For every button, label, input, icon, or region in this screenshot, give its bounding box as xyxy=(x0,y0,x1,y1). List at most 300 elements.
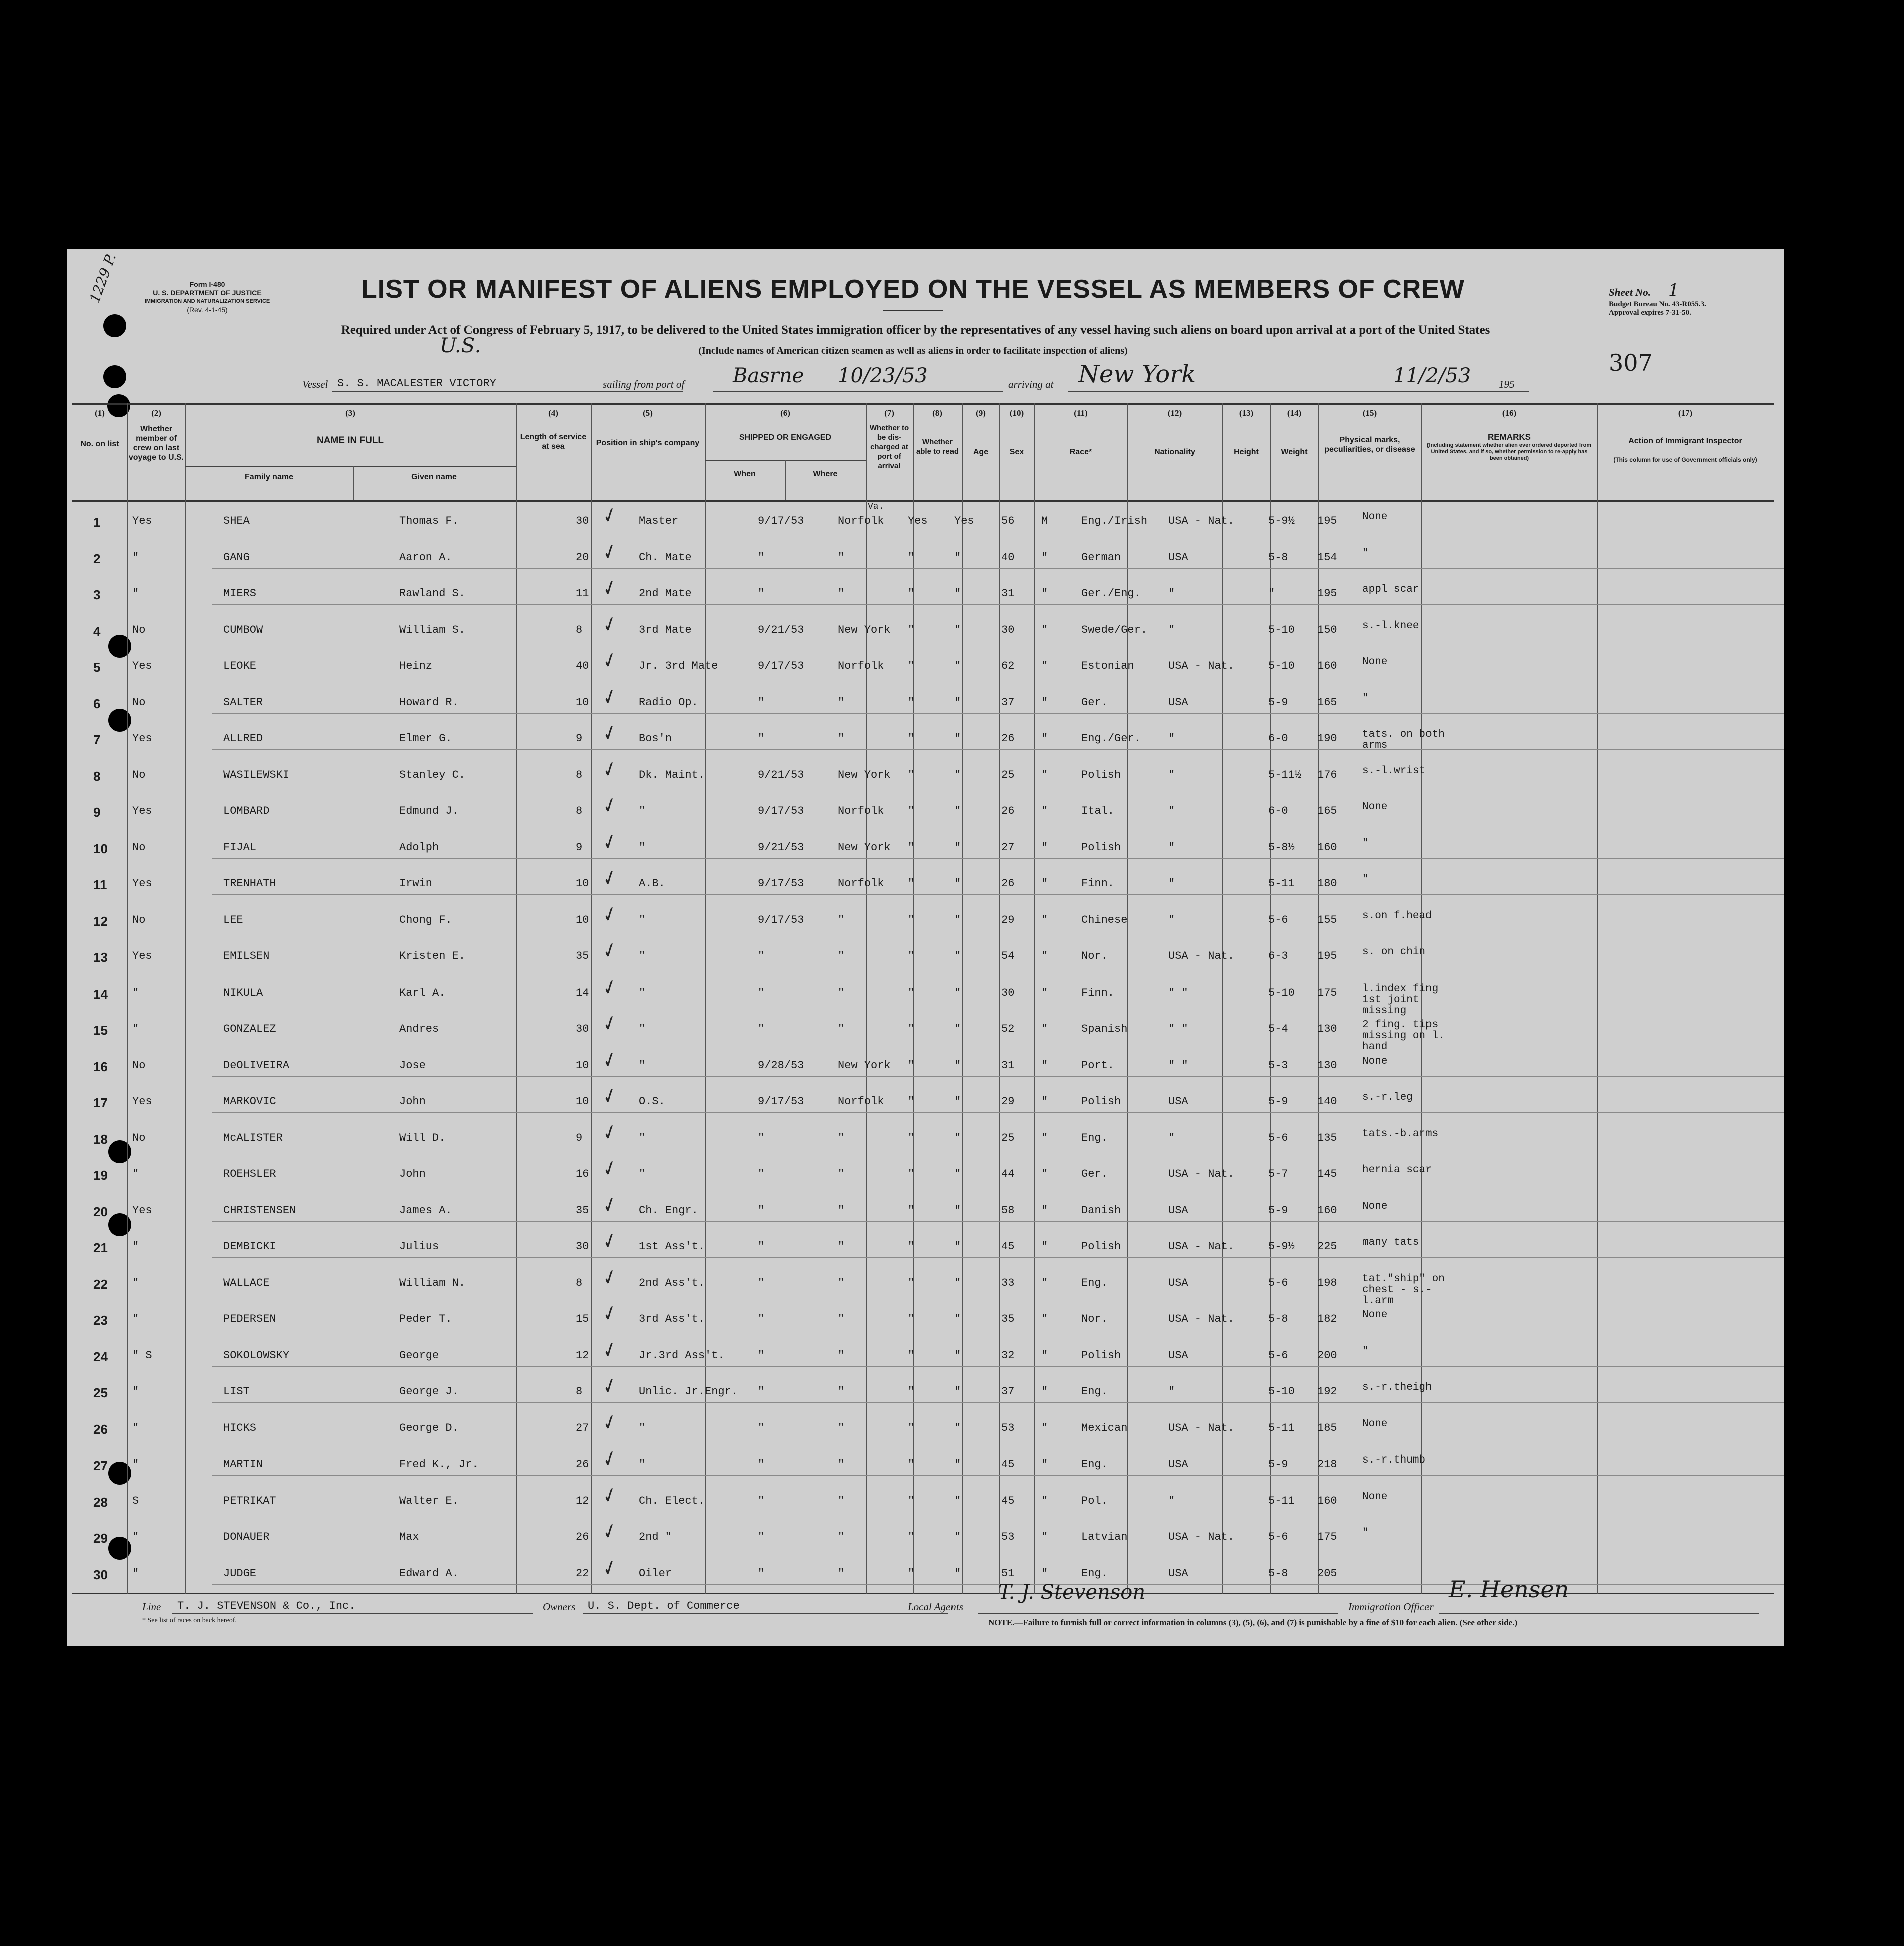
col-13-no: (13) xyxy=(1239,408,1254,418)
age: 29 xyxy=(1001,1095,1015,1108)
col-3-header: NAME IN FULL xyxy=(316,435,384,446)
crew-last-voyage: No xyxy=(132,1059,146,1072)
service-years: 8 xyxy=(576,1385,583,1398)
sex: " xyxy=(1041,987,1048,999)
col-17-sub: (This column for use of Government officials only) xyxy=(1613,456,1757,463)
row-rule xyxy=(212,1366,1784,1367)
check-mark-icon: ✓ xyxy=(600,1191,620,1220)
page-subtitle-note: (Include names of American citizen seamen as well as aliens in order to facilitate inspection of aliens) xyxy=(698,345,1128,356)
check-mark-icon: ✓ xyxy=(600,574,620,603)
race: Eng. xyxy=(1081,1458,1108,1471)
race: German xyxy=(1081,551,1121,564)
row-number: 28 xyxy=(93,1495,108,1510)
weight: 150 xyxy=(1317,624,1337,636)
read-flag: " xyxy=(954,987,961,999)
check-mark-icon: ✓ xyxy=(600,538,620,567)
row-number: 14 xyxy=(93,987,108,1002)
read-flag: " xyxy=(954,696,961,709)
physical-marks: " xyxy=(1362,1527,1369,1539)
discharge-flag: " xyxy=(908,1277,915,1289)
weight: 165 xyxy=(1317,696,1337,709)
family-name: LEOKE xyxy=(223,660,257,672)
agents-rule xyxy=(978,1613,1338,1614)
check-mark-icon: ✓ xyxy=(600,1517,620,1546)
physical-marks: " xyxy=(1362,1346,1369,1357)
sailing-label: sailing from port of xyxy=(603,378,685,390)
ship-position: Ch. Engr. xyxy=(639,1204,698,1217)
col-14-header: Weight xyxy=(1281,448,1308,456)
crew-last-voyage: " xyxy=(132,1567,139,1580)
service-years: 10 xyxy=(576,914,589,926)
family-name: DONAUER xyxy=(223,1531,270,1543)
sex: " xyxy=(1041,624,1048,636)
shipped-where: " xyxy=(838,1495,845,1507)
weight: 182 xyxy=(1317,1313,1337,1325)
col-2-header: Whether member of crew on last voyage to U.S. xyxy=(128,425,184,462)
sex: " xyxy=(1041,1385,1048,1398)
physical-marks: None xyxy=(1362,656,1388,668)
nationality: " xyxy=(1168,1495,1175,1507)
sailing-rule xyxy=(713,391,1003,392)
nationality: USA xyxy=(1168,1349,1188,1362)
row-number: 3 xyxy=(93,587,101,602)
column-rule xyxy=(999,403,1000,1594)
nationality: " xyxy=(1168,805,1175,817)
ship-position: Master xyxy=(639,515,679,527)
given-name: Jose xyxy=(399,1059,426,1072)
family-name: TRENHATH xyxy=(223,877,276,890)
physical-marks: None xyxy=(1362,1056,1388,1067)
age: 30 xyxy=(1001,987,1015,999)
page-subtitle: Required under Act of Congress of February 5, 1917, to be delivered to the United States immigration officer by the representatives of any vessel having such aliens on board upon arrival at a port of the United States xyxy=(341,323,1490,337)
physical-marks: l.index fing 1st joint missing xyxy=(1362,983,1439,1017)
row-rule xyxy=(212,1402,1784,1403)
family-name: MIERS xyxy=(223,587,257,600)
weight: 218 xyxy=(1317,1458,1337,1471)
shipped-when: " xyxy=(758,1567,765,1580)
shipped-when: " xyxy=(758,587,765,600)
col-16-header: REMARKS xyxy=(1488,432,1531,442)
crew-last-voyage: No xyxy=(132,624,146,636)
line-rule xyxy=(172,1613,533,1614)
crew-last-voyage: No xyxy=(132,696,146,709)
sex: " xyxy=(1041,1313,1048,1325)
crew-last-voyage: " xyxy=(132,1277,139,1289)
row-number: 7 xyxy=(93,732,101,747)
margin-note: 1229 P. xyxy=(86,251,119,305)
age: 31 xyxy=(1001,1059,1015,1072)
family-name: NIKULA xyxy=(223,987,263,999)
check-mark-icon: ✓ xyxy=(600,791,620,820)
check-mark-icon: ✓ xyxy=(600,900,620,929)
nationality: USA xyxy=(1168,1567,1188,1580)
officer-signature: E. Hensen xyxy=(1449,1576,1569,1603)
weight: 130 xyxy=(1317,1059,1337,1072)
owners-label: Owners xyxy=(543,1601,576,1613)
row-number: 24 xyxy=(93,1349,108,1364)
check-mark-icon: ✓ xyxy=(600,1408,620,1437)
race: Finn. xyxy=(1081,877,1115,890)
read-flag: " xyxy=(954,1458,961,1471)
col-11-no: (11) xyxy=(1074,408,1088,418)
ship-position: 1st Ass't. xyxy=(639,1240,705,1253)
service-years: 10 xyxy=(576,696,589,709)
given-name: George D. xyxy=(399,1422,459,1434)
nationality: " xyxy=(1168,624,1175,636)
nationality: " xyxy=(1168,732,1175,745)
age: 62 xyxy=(1001,660,1015,672)
height: 5-8½ xyxy=(1268,841,1295,854)
read-flag: " xyxy=(954,1095,961,1108)
discharge-flag: " xyxy=(908,1132,915,1144)
check-mark-icon: ✓ xyxy=(600,719,620,748)
height: 5-11 xyxy=(1268,877,1295,890)
vessel-label: Vessel xyxy=(302,378,328,390)
column-rule xyxy=(705,403,706,1594)
col-15-no: (15) xyxy=(1362,408,1377,418)
service-years: 20 xyxy=(576,551,589,564)
discharge-flag: " xyxy=(908,1168,915,1180)
check-mark-icon: ✓ xyxy=(600,1554,620,1583)
physical-marks: " xyxy=(1362,548,1369,559)
ship-position: Ch. Elect. xyxy=(639,1495,705,1507)
family-name: ROEHSLER xyxy=(223,1168,276,1180)
family-name: LEE xyxy=(223,914,243,926)
read-flag: " xyxy=(954,660,961,672)
race: Mexican xyxy=(1081,1422,1128,1434)
given-name: Thomas F. xyxy=(399,515,459,527)
officer-rule xyxy=(1439,1613,1759,1614)
nationality: " xyxy=(1168,841,1175,854)
read-flag: " xyxy=(954,551,961,564)
service-years: 16 xyxy=(576,1168,589,1180)
height: 6-3 xyxy=(1268,950,1288,962)
weight: 155 xyxy=(1317,914,1337,926)
ship-position: 2nd Ass't. xyxy=(639,1277,705,1289)
shipped-when: " xyxy=(758,1240,765,1253)
weight: 195 xyxy=(1317,587,1337,600)
col-9-header: Age xyxy=(973,448,989,456)
ship-position: " xyxy=(639,1023,646,1035)
service-years: 10 xyxy=(576,1059,589,1072)
sex: " xyxy=(1041,1168,1048,1180)
race: Estonian xyxy=(1081,660,1134,672)
col-14-no: (14) xyxy=(1287,408,1302,418)
col-12-header: Nationality xyxy=(1154,448,1195,456)
crew-last-voyage: " xyxy=(132,987,139,999)
nationality: USA - Nat. xyxy=(1168,1313,1235,1325)
row-number: 29 xyxy=(93,1531,108,1546)
ship-position: " xyxy=(639,1059,646,1072)
physical-marks: s. on chin xyxy=(1362,946,1426,958)
shipped-where: " xyxy=(838,1313,845,1325)
height: 5-6 xyxy=(1268,1531,1288,1543)
ship-position: " xyxy=(639,950,646,962)
physical-marks: None xyxy=(1362,801,1388,813)
given-name: George xyxy=(399,1349,439,1362)
row-number: 15 xyxy=(93,1023,108,1038)
sex: " xyxy=(1041,1458,1048,1471)
physical-marks: s.-r.leg xyxy=(1362,1092,1413,1103)
check-mark-icon: ✓ xyxy=(600,646,620,675)
check-mark-icon: ✓ xyxy=(600,1444,620,1474)
family-name: PETRIKAT xyxy=(223,1495,276,1507)
sex: " xyxy=(1041,732,1048,745)
sex: " xyxy=(1041,696,1048,709)
form-dept: U. S. DEPARTMENT OF JUSTICE xyxy=(153,289,262,297)
sex: " xyxy=(1041,1095,1048,1108)
agents-label: Local Agents xyxy=(908,1601,963,1613)
sailing-date: 10/23/53 xyxy=(838,364,928,387)
discharge-flag: " xyxy=(908,1349,915,1362)
physical-marks: s.-l.knee xyxy=(1362,620,1419,632)
col-5-no: (5) xyxy=(643,408,653,418)
row-number: 22 xyxy=(93,1277,108,1292)
age: 51 xyxy=(1001,1567,1015,1580)
weight: 175 xyxy=(1317,1531,1337,1543)
col-12-no: (12) xyxy=(1167,408,1182,418)
weight: 160 xyxy=(1317,841,1337,854)
age: 54 xyxy=(1001,950,1015,962)
given-name: William N. xyxy=(399,1277,466,1289)
age: 31 xyxy=(1001,587,1015,600)
race: Eng. xyxy=(1081,1132,1108,1144)
row-number: 2 xyxy=(93,551,101,566)
sex: " xyxy=(1041,1023,1048,1035)
column-rule xyxy=(866,403,867,1594)
col-16-sub: (Including statement whether alien ever ordered deported from United States, and if so, whether permission to re-apply has been obtained) xyxy=(1426,442,1592,461)
col-6-header: SHIPPED OR ENGAGED xyxy=(739,433,832,442)
shipped-when: " xyxy=(758,1385,765,1398)
nationality: " xyxy=(1168,914,1175,926)
height: 5-8 xyxy=(1268,1567,1288,1580)
crew-last-voyage: " xyxy=(132,1385,139,1398)
discharge-flag: " xyxy=(908,1567,915,1580)
physical-marks: " xyxy=(1362,874,1369,885)
discharge-flag: " xyxy=(908,624,915,636)
row-number: 4 xyxy=(93,624,101,639)
height: 5-10 xyxy=(1268,624,1295,636)
height: 5-6 xyxy=(1268,1132,1288,1144)
read-flag: " xyxy=(954,1059,961,1072)
row-rule xyxy=(212,604,1784,605)
service-years: 12 xyxy=(576,1495,589,1507)
row-number: 9 xyxy=(93,805,101,820)
physical-marks: s.-r.thumb xyxy=(1362,1454,1426,1466)
race: Eng./Ger. xyxy=(1081,732,1141,745)
punch-hole xyxy=(103,365,126,388)
shipped-when: " xyxy=(758,1349,765,1362)
col-4-no: (4) xyxy=(548,408,558,418)
check-mark-icon: ✓ xyxy=(600,1227,620,1256)
age: 45 xyxy=(1001,1495,1015,1507)
sex: " xyxy=(1041,841,1048,854)
service-years: 12 xyxy=(576,1349,589,1362)
read-flag: " xyxy=(954,732,961,745)
given-name: Aaron A. xyxy=(399,551,452,564)
family-name: MARKOVIC xyxy=(223,1095,276,1108)
given-name: George J. xyxy=(399,1385,459,1398)
col-17-header: Action of Immigrant Inspector xyxy=(1628,437,1742,445)
col-4-header: Length of service at sea xyxy=(520,433,587,451)
column-rule xyxy=(516,403,517,1594)
family-name: GANG xyxy=(223,551,250,564)
given-name: Peder T. xyxy=(399,1313,452,1325)
given-name: John xyxy=(399,1095,426,1108)
service-years: 22 xyxy=(576,1567,589,1580)
age: 40 xyxy=(1001,551,1015,564)
height: 5-9 xyxy=(1268,696,1288,709)
punch-hole xyxy=(103,314,126,337)
shipped-where: " xyxy=(838,950,845,962)
weight: 130 xyxy=(1317,1023,1337,1035)
col-8-no: (8) xyxy=(932,408,942,418)
weight: 185 xyxy=(1317,1422,1337,1434)
age: 26 xyxy=(1001,732,1015,745)
given-name: James A. xyxy=(399,1204,452,1217)
discharge-flag: " xyxy=(908,987,915,999)
shipped-where: " xyxy=(838,1204,845,1217)
shipped-when: 9/21/53 xyxy=(758,624,804,636)
row-rule xyxy=(212,1112,1784,1113)
crew-last-voyage: Yes xyxy=(132,805,152,817)
shipped-where: " xyxy=(838,914,845,926)
read-flag: " xyxy=(954,1313,961,1325)
discharge-flag: Yes xyxy=(908,515,928,527)
col-13-header: Height xyxy=(1234,448,1259,456)
discharge-flag: " xyxy=(908,660,915,672)
family-name: MARTIN xyxy=(223,1458,263,1471)
shipped-when: " xyxy=(758,1531,765,1543)
row-number: 13 xyxy=(93,950,108,965)
col-1-header: No. on list xyxy=(80,440,119,448)
ship-position: " xyxy=(639,1168,646,1180)
weight: 154 xyxy=(1317,551,1337,564)
shipped-when: 9/17/53 xyxy=(758,660,804,672)
read-flag: " xyxy=(954,624,961,636)
agents-signature: T. J. Stevenson xyxy=(998,1581,1146,1604)
crew-last-voyage: " xyxy=(132,551,139,564)
given-name: Heinz xyxy=(399,660,433,672)
family-name: LIST xyxy=(223,1385,250,1398)
check-mark-icon: ✓ xyxy=(600,973,620,1002)
sex: " xyxy=(1041,1204,1048,1217)
race: Polish xyxy=(1081,1349,1121,1362)
race: Eng. xyxy=(1081,1385,1108,1398)
sex: " xyxy=(1041,1531,1048,1543)
physical-marks: appl scar xyxy=(1362,584,1419,595)
shipped-split xyxy=(785,460,786,500)
owners-rule xyxy=(583,1613,948,1614)
nationality: USA xyxy=(1168,1204,1188,1217)
check-mark-icon: ✓ xyxy=(600,683,620,712)
sex: " xyxy=(1041,1349,1048,1362)
race: Finn. xyxy=(1081,987,1115,999)
physical-marks: 2 fing. tips missing on l. hand xyxy=(1362,1019,1445,1053)
physical-marks: None xyxy=(1362,1418,1388,1430)
physical-marks: " xyxy=(1362,693,1369,704)
shipped-where: " xyxy=(838,551,845,564)
shipped-when: 9/17/53 xyxy=(758,515,804,527)
discharge-flag: " xyxy=(908,1059,915,1072)
age: 37 xyxy=(1001,1385,1015,1398)
crew-last-voyage: Yes xyxy=(132,1095,152,1108)
height: 5-6 xyxy=(1268,914,1288,926)
shipped-where: New York xyxy=(838,624,891,636)
weight: 192 xyxy=(1317,1385,1337,1398)
col-17-no: (17) xyxy=(1678,408,1693,418)
sex: " xyxy=(1041,950,1048,962)
height: 5-3 xyxy=(1268,1059,1288,1072)
given-name: Walter E. xyxy=(399,1495,459,1507)
row-number: 6 xyxy=(93,696,101,711)
family-name: SOKOLOWSKY xyxy=(223,1349,290,1362)
ship-position: " xyxy=(639,841,646,854)
title-rule xyxy=(883,310,943,311)
crew-last-voyage: " xyxy=(132,1531,139,1543)
read-flag: " xyxy=(954,1023,961,1035)
discharge-flag: " xyxy=(908,551,915,564)
given-name: Stanley C. xyxy=(399,769,466,781)
discharge-flag: " xyxy=(908,950,915,962)
weight: 195 xyxy=(1317,515,1337,527)
service-years: 15 xyxy=(576,1313,589,1325)
row-rule xyxy=(212,1221,1784,1222)
age: 37 xyxy=(1001,696,1015,709)
crew-last-voyage: No xyxy=(132,841,146,854)
read-flag: " xyxy=(954,1168,961,1180)
crew-last-voyage: Yes xyxy=(132,1204,152,1217)
ship-position: " xyxy=(639,1458,646,1471)
given-name: Julius xyxy=(399,1240,439,1253)
arriving-label: arriving at xyxy=(1008,378,1054,390)
age: 52 xyxy=(1001,1023,1015,1035)
shipped-when: " xyxy=(758,950,765,962)
service-years: 8 xyxy=(576,624,583,636)
sheet-label: Sheet No. xyxy=(1609,286,1651,298)
physical-marks: None xyxy=(1362,1201,1388,1212)
row-rule xyxy=(212,749,1784,750)
service-years: 9 xyxy=(576,732,583,745)
service-years: 30 xyxy=(576,1023,589,1035)
race: Swede/Ger. xyxy=(1081,624,1148,636)
service-years: 30 xyxy=(576,515,589,527)
vessel-prefix: U.S. xyxy=(440,334,481,357)
given-name: Chong F. xyxy=(399,914,452,926)
shipped-where: Norfolk xyxy=(838,1095,884,1108)
sex: " xyxy=(1041,769,1048,781)
race: Eng./Irish xyxy=(1081,515,1148,527)
check-mark-icon: ✓ xyxy=(600,1118,620,1147)
physical-marks: s.-l.wrist xyxy=(1362,765,1426,777)
ship-position: Jr.3rd Ass't. xyxy=(639,1349,725,1362)
row-number: 10 xyxy=(93,841,108,856)
form-number: Form I-480 xyxy=(189,280,225,288)
age: 58 xyxy=(1001,1204,1015,1217)
read-flag: " xyxy=(954,1277,961,1289)
approval-expires: Approval expires 7-31-50. xyxy=(1609,309,1691,317)
age: 35 xyxy=(1001,1313,1015,1325)
crew-last-voyage: " xyxy=(132,1313,139,1325)
crew-last-voyage: " xyxy=(132,1458,139,1471)
race: Chinese xyxy=(1081,914,1128,926)
row-rule xyxy=(212,1076,1784,1077)
crew-last-voyage: " S xyxy=(132,1349,152,1362)
check-mark-icon: ✓ xyxy=(600,1046,620,1075)
ship-position: " xyxy=(639,1422,646,1434)
weight: 200 xyxy=(1317,1349,1337,1362)
service-years: 26 xyxy=(576,1458,589,1471)
